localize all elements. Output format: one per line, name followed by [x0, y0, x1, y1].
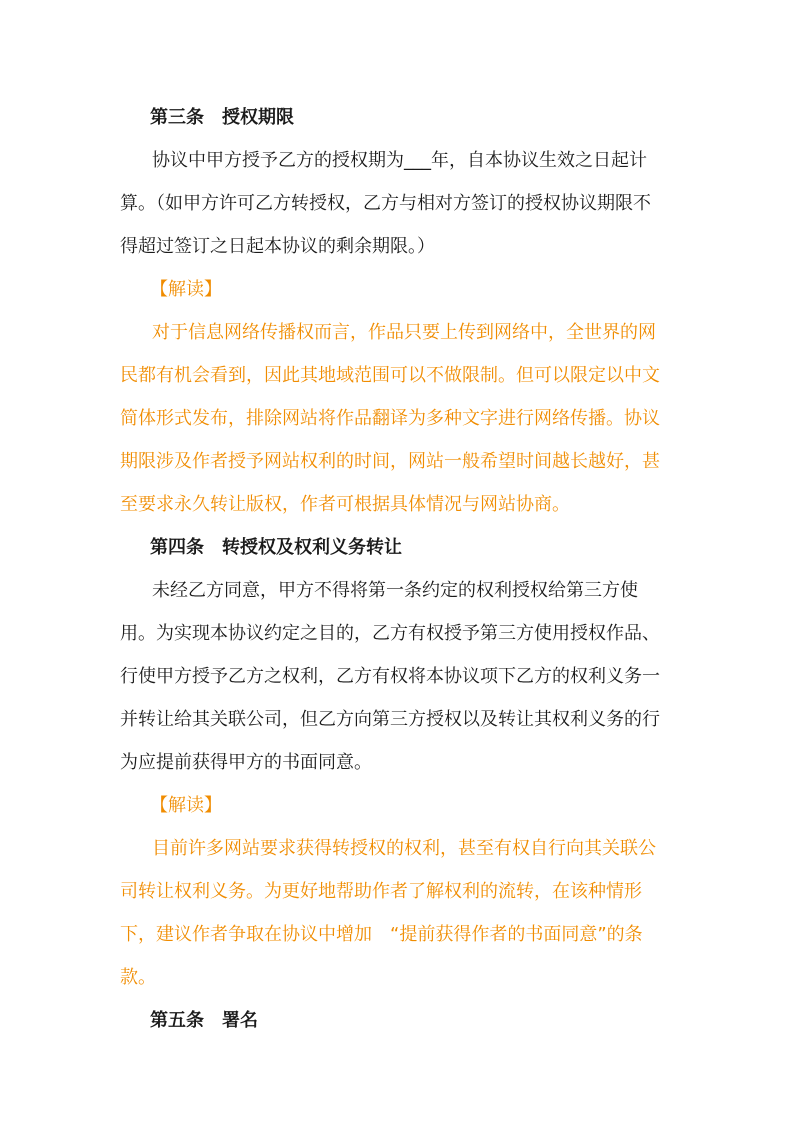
article4-interpretation-line-3: 下，建议作者争取在协议中增加 “提前获得作者的书面同意”的条 [120, 924, 643, 945]
article3-interpretation-line-5: 至要求永久转让版权，作者可根据具体情况与网站协商。 [120, 494, 570, 515]
article4-line-2: 用。为实现本协议约定之目的，乙方有权授予第三方使用授权作品、 [120, 623, 660, 644]
article3-interpretation-line-4: 期限涉及作者授予网站权利的时间，网站一般希望时间越长越好，甚 [120, 451, 660, 472]
article3-line-2: 算。（如甲方许可乙方转授权，乙方与相对方签订的授权协议期限不 [120, 193, 651, 214]
article3-heading: 第三条 授权期限 [150, 107, 294, 128]
article4-interpretation-line-1: 目前许多网站要求获得转授权的权利，甚至有权自行向其关联公 [152, 838, 656, 859]
article4-line-3: 行使甲方授予乙方之权利，乙方有权将本协议项下乙方的权利义务一 [120, 666, 660, 687]
article5-heading: 第五条 署名 [150, 1010, 258, 1031]
article3-interpretation-line-1: 对于信息网络传播权而言，作品只要上传到网络中，全世界的网 [152, 322, 656, 343]
article4-interpretation-label: 【解读】 [150, 795, 222, 816]
article4-interpretation-line-4: 款。 [120, 967, 156, 988]
article3-line-1: 协议中甲方授予乙方的授权期为___年，自本协议生效之日起计 [152, 150, 647, 171]
article4-line-1: 未经乙方同意，甲方不得将第一条约定的权利授权给第三方使 [152, 580, 638, 601]
article3-line-3: 得超过签订之日起本协议的剩余期限。） [120, 236, 435, 257]
article4-interpretation-line-2: 司转让权利义务。为更好地帮助作者了解权利的流转，在该种情形 [120, 881, 642, 902]
article3-interpretation-label: 【解读】 [150, 279, 222, 300]
article4-line-4: 并转让给其关联公司，但乙方向第三方授权以及转让其权利义务的行 [120, 709, 660, 730]
article3-interpretation-line-3: 简体形式发布，排除网站将作品翻译为多种文字进行网络传播。协议 [120, 408, 660, 429]
article4-heading: 第四条 转授权及权利义务转让 [150, 537, 402, 558]
article3-interpretation-line-2: 民都有机会看到，因此其地域范围可以不做限制。但可以限定以中文 [120, 365, 660, 386]
article4-line-5: 为应提前获得甲方的书面同意。 [120, 752, 372, 773]
